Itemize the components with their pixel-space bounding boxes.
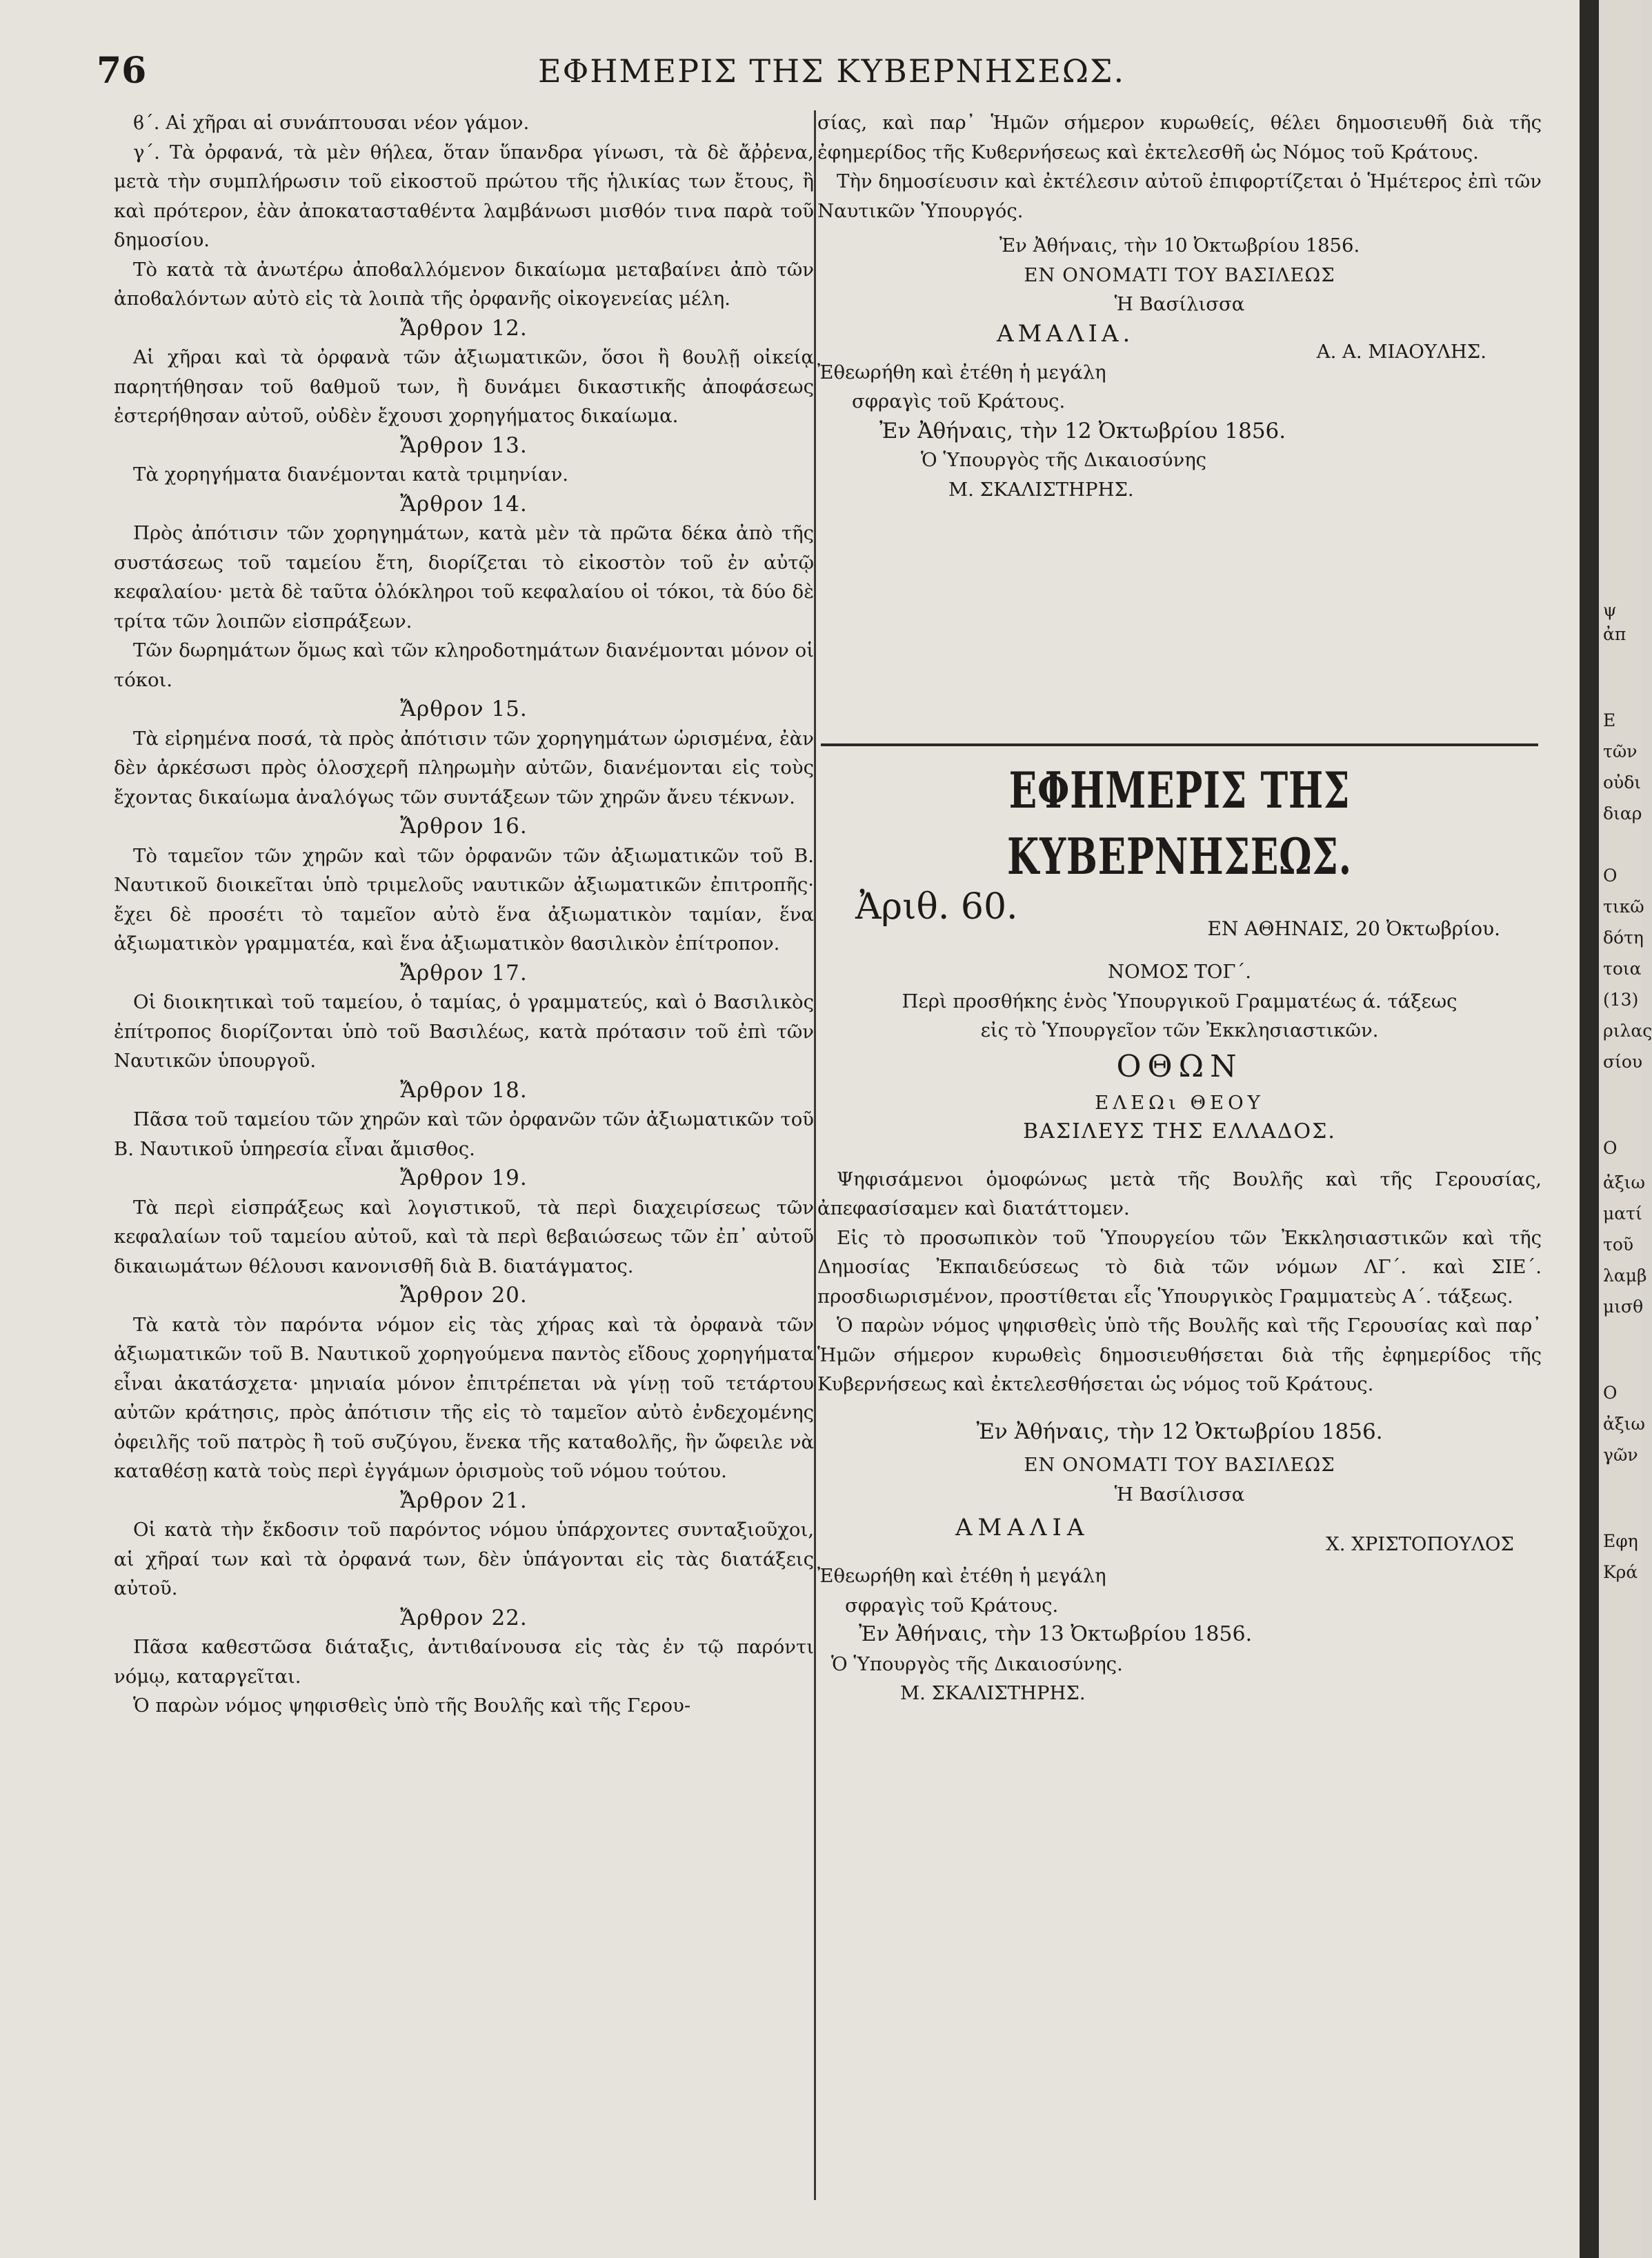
article-paragraph: Αἱ χῆραι καὶ τὰ ὀρφανὰ τῶν ἀξιωματικῶν, ὅσοι ἢ ϐουλῇ οἰκείᾳ παρητήθησαν τοῦ ϐαθμοῦ των, ἢ δυνάμει δικαστικῆς ἀποφάσεως ἐστερήθησαν αὐτοῦ, οὐδὲν ἔχουσι χορηγήματος δικαίωμα. [114,346,814,427]
next-page-fragment: διαρ [1603,803,1642,823]
article-heading: Ἄρθρον 21. [400,1488,528,1513]
next-page-fragment: Κρά [1603,1562,1638,1582]
continuation-text: σίας, καὶ παρ᾽ Ἡμῶν σήμερον κυρωθείς, θέλει δημοσιευθῆ διὰ τῆς ἐφημερίδος τῆς Κυϐερνήσεως καὶ ἐκτελεσθῆ ὡς Νόμος τοῦ Κράτους. [817,112,1542,163]
law-paragraph: Ψηφισάμενοι ὁμοφώνως μετὰ τῆς Βουλῆς καὶ τῆς Γερουσίας, ἀπεφασίσαμεν καὶ διατάττομεν. [817,1168,1542,1219]
article-heading: Ἄρθρον 17. [400,960,528,986]
article-heading: Ἄρθρον 16. [400,814,528,839]
seal-date: Ἐν Ἀθήναις, τὴν 12 Ὀκτωβρίου 1856. [879,418,1286,443]
by-grace-of-god: ΕΛΕΩι ΘΕΟΥ [1095,1091,1264,1114]
law-date: Ἐν Ἀθήναις, τὴν 10 Ὀκτωβρίου 1856. [999,234,1360,257]
article-paragraph: Τὰ εἰρημένα ποσά, τὰ πρὸς ἀπότισιν τῶν χορηγημάτων ὡρισμένα, ἐὰν δὲν ἀρκέσωσι πρὸς ὁλοσχερῆ πληρωμὴν αὐτῶν, διανέμονται εἰς τοὺς ἔχοντας δικαίωμα ἀναλόγως τῶν συντάξεων τῶν χηρῶν ἄνευ τέκνων. [114,727,814,808]
queen-title: Ἡ Βασίλισσα [1114,293,1245,315]
next-page-fragment: μισθ [1603,1297,1644,1317]
queen-name: ΑΜΑΛΙΑ. [997,319,1135,348]
seal-date-2: Ἐν Ἀθήναις, τὴν 13 Ὀκτωβρίου 1856. [859,1622,1253,1646]
article-paragraph: Οἱ κατὰ τὴν ἔκδοσιν τοῦ παρόντος νόμου ὑπάρχοντες συνταξιοῦχοι, αἱ χῆραί των καὶ τὰ ὀρφανά των, δὲν ὑπάγονται εἰς τὰς διατάξεις αὐτοῦ. [114,1519,814,1599]
next-page-fragment: τοια [1603,959,1642,979]
article-paragraph: ϐ΄. Αἱ χῆραι αἱ συνάπτουσαι νέον γάμον. [133,112,530,134]
left-column [114,108,814,1721]
next-page-fragment: Ο [1603,1383,1618,1403]
king-title: ΒΑΣΙΛΕΥΣ ΤΗΣ ΕΛΛΑΔΟΣ. [1023,1119,1336,1143]
article-heading: Ἄρθρον 14. [400,491,528,517]
page-header [90,43,1180,105]
justice-minister-name: Μ. ΣΚΑΛΙΣΤΗΡΗΣ. [948,478,1134,501]
article-paragraph: Τῶν δωρημάτων ὅμως καὶ τῶν κληροδοτημάτων διανέμονται μόνον οἱ τόκοι. [114,639,814,691]
next-page-fragment: λαμβ [1603,1266,1647,1286]
running-title: ΕΦΗΜΕΡΙΣ ΤΗΣ ΚΥΒΕΡΝΗΣΕΩΣ. [538,52,1126,90]
next-page-fragment: γῶν [1603,1445,1638,1465]
execution-text: Τὴν δημοσίευσιν καὶ ἐκτέλεσιν αὐτοῦ ἐπιφορτίζεται ὁ Ἡμέτερος ἐπὶ τῶν Ναυτικῶν Ὑπουργός. [817,170,1542,222]
issue-date: ΕΝ ΑΘΗΝΑΙΣ, 20 Ὀκτωβρίου. [1207,917,1500,940]
law-paragraph: Εἰς τὸ προσωπικὸν τοῦ Ὑπουργείου τῶν Ἐκκλησιαστικῶν καὶ τῆς Δημοσίας Ἐκπαιδεύσεως τὸ διὰ τῶν νόμων ΛΓ΄. καὶ ΣΙΕ΄. προσδιωρισμένον, προστίθεται εἷς Ὑπουργικὸς Γραμματεὺς Α΄. τάξεως. [817,1226,1542,1308]
article-heading: Ἄρθρον 18. [400,1077,528,1103]
queen-title-2: Ἡ Βασίλισσα [1114,1483,1245,1506]
article-paragraph: Οἱ διοικητικαὶ τοῦ ταμείου, ὁ ταμίας, ὁ γραμματεύς, καὶ ὁ Βασιλικὸς ἐπίτροπος διορίζονται ὑπὸ τοῦ Βασιλέως, κατὰ πρότασιν τοῦ ἐπὶ τῶν Ναυτικῶν ὑπουργοῦ. [114,991,814,1072]
next-page-fragment: (13) [1603,990,1639,1010]
page-number: 76 [97,50,147,92]
queen-name-2: ΑΜΑΛΙΑ [955,1514,1090,1541]
article-paragraph: Τὰ χορηγήματα διανέμονται κατὰ τριμηνίαν. [133,463,569,486]
article-paragraph: Ὁ παρὼν νόμος ψηφισθεὶς ὑπὸ τῆς Βουλῆς καὶ τῆς Γερου- [133,1695,691,1717]
article-heading: Ἄρθρον 22. [400,1605,528,1630]
issue-number: Ἀριθ. 60. [855,886,1018,928]
article-paragraph: Πᾶσα τοῦ ταμείου τῶν χηρῶν καὶ τῶν ὀρφανῶν τῶν ἀξιωματικῶν τοῦ Β. Ναυτικοῦ ὑπηρεσία εἶναι ἄμισθος. [114,1108,814,1160]
justice-minister-title-2: Ὁ Ὑπουργὸς τῆς Δικαιοσύνης. [831,1652,1123,1675]
article-paragraph: Τὰ κατὰ τὸν παρόντα νόμον εἰς τὰς χήρας καὶ τὰ ὀρφανὰ τῶν ἀξιωματικῶν τοῦ Β. Ναυτικοῦ χορηγούμενα παντὸς εἴδους χορηγήματα εἶναι ἀκατάσχετα· μηνιαία μόνον ἐπιτρέπεται νὰ γίνῃ τοῦ τετάρτου αὐτῶν κράτησις, πρὸς ἀπότισιν τῆς εἰς τὸ ταμεῖον αὐτὸ ἐνδεχομένης ὀφειλῆς τοῦ πατρὸς ἢ τοῦ συζύγου, ἕνεκα τῆς καταϐολῆς, ἣν ὤφειλε νὰ καταθέσῃ κατὰ τοὺς περὶ ἐγγάμων ὁρισμοὺς τοῦ νόμου τούτου. [114,1313,814,1482]
article-heading: Ἄρθρον 20. [400,1283,528,1308]
next-page-fragment: οὐδι [1603,772,1642,792]
issue-line [817,886,1542,945]
minister-name-2: Χ. ΧΡΙΣΤΟΠΟΥΛΟΣ [1326,1533,1514,1555]
article-heading: Ἄρθρον 13. [400,432,528,458]
seal-line-2-2: σφραγὶς τοῦ Κράτους. [845,1594,1059,1617]
next-page-fragment: ριλας [1603,1021,1652,1041]
article-paragraph: Πρὸς ἀπότισιν τῶν χορηγημάτων, κατὰ μὲν τὰ πρῶτα δέκα ἀπὸ τῆς συστάσεως τοῦ ταμείου ἔτη, διορίζεται τὸ εἰκοστὸν τοῦ ἐν αὐτῷ κεφαλαίου· μετὰ δὲ ταῦτα ὁλόκληροι τοῦ κεφαλαίου οἱ τόκοι, τὰ δύο δὲ τρίτα τῶν λοιπῶν εἰσπράξεων. [114,522,814,632]
justice-minister-title: Ὁ Ὑπουργὸς τῆς Δικαιοσύνης [921,449,1207,471]
column-divider [814,110,816,2200]
justice-minister-name-2: Μ. ΣΚΑΛΙΣΤΗΡΗΣ. [900,1682,1086,1704]
article-heading: Ἄρθρον 15. [400,697,528,721]
next-page-fragment: Ε [1603,710,1616,730]
law-date-2: Ἐν Ἀθήναις, τὴν 12 Ὀκτωβρίου 1856. [976,1419,1383,1444]
in-name-of-king-2: ΕΝ ΟΝΟΜΑΤΙ ΤΟΥ ΒΑΣΙΛΕΩΣ [1024,1454,1335,1476]
next-page-fragment: τῶν [1603,741,1638,761]
article-heading: Ἄρθρον 12. [400,315,528,341]
next-page-fragment: Ο [1603,1138,1618,1158]
next-page-fragment: ἀπ [1603,624,1626,644]
next-page-edge [1599,0,1652,2258]
article-paragraph: Τὸ ταμεῖον τῶν χηρῶν καὶ τῶν ὀρφανῶν τῶν ἀξιωματικῶν τοῦ Β. Ναυτικοῦ διοικεῖται ὑπὸ τριμελοῦς ναυτικῶν ἀξιωματικῶν ἐπιτροπῆς· ἔχει δὲ προσέτι τὸ ταμεῖον αὐτὸ ἕνα ἀξιωματικὸν ταμίαν, ἕνα ἀξιωματικὸν γραμματέα, καὶ ἕνα ἀξιωματικὸν ϐασιλικὸν ἐπίτροπον. [114,844,814,955]
article-paragraph: Τὰ περὶ εἰσπράξεως καὶ λογιστικοῦ, τὰ περὶ διαχειρίσεως τῶν κεφαλαίων τοῦ ταμείου αὐτοῦ, καὶ τὰ περὶ ϐεβαιώσεως τῶν ἐπ᾽ αὐτοῦ δικαιωμάτων θέλουσι κανονισθῆ διὰ Β. διατάγματος. [114,1196,814,1277]
next-page-fragment: Ο [1603,866,1618,886]
issue-section [817,757,1542,1708]
law-paragraph: Ὁ παρὼν νόμος ψηφισθεὶς ὑπὸ τῆς Βουλῆς καὶ τῆς Γερουσίας καὶ παρ᾽ Ἡμῶν σήμερον κυρωθεὶς δημοσιευθήσεται διὰ τῆς ἐφημερίδος τῆς Κυβερνήσεως καὶ ἐκτελεσθήσεται ὡς νόμος τοῦ Κράτους. [817,1315,1542,1395]
right-column [817,108,1542,504]
next-page-fragment: τοῦ [1603,1235,1634,1255]
next-page-fragment: ματί [1603,1203,1642,1223]
in-name-of-king: ΕΝ ΟΝΟΜΑΤΙ ΤΟΥ ΒΑΣΙΛΕΩΣ [1024,263,1335,286]
law-subject-line-1: Περὶ προσθήκης ἑνὸς Ὑπουργικοῦ Γραμματέως ά. τάξεως [902,990,1457,1012]
article-paragraph: γ΄. Τὰ ὀρφανά, τὰ μὲν θήλεα, ὅταν ὕπανδρα γίνωσι, τὰ δὲ ἄῤῥενα, μετὰ τὴν συμπλήρωσιν τοῦ εἰκοστοῦ πρώτου τῆς ἡλικίας των ἔτους, ἢ καὶ πρότερον, ἐὰν ἀποκατασταθέντα λαμβάνωσι μισθόν τινα παρὰ τοῦ δημοσίου. [114,141,814,251]
article-paragraph: Τὸ κατὰ τὰ ἀνωτέρω ἀποϐαλλόμενον δικαίωμα μεταβαίνει ἀπὸ τῶν ἀποϐαλόντων αὐτὸ εἰς τὰ λοιπὰ τῆς ὀρφανῆς οἰκογενείας μέλη. [114,258,814,310]
next-page-fragment: ἀξιω [1603,1172,1645,1192]
law-body [817,1165,1542,1399]
next-page-fragment: ψ [1603,600,1617,620]
next-page-fragment: τικῶ [1603,897,1644,917]
law-subject-line-2: εἰς τὸ Ὑπουργεῖον τῶν Ἐκκλησιαστικῶν. [980,1019,1379,1041]
article-heading: Ἄρθρον 19. [400,1166,528,1190]
law-number: ΝΟΜΟΣ ΤΟΓ΄. [1108,961,1251,983]
section-rule [821,743,1538,746]
signature-row-2 [817,1509,1542,1555]
king-name: ΟΘΩΝ [1116,1048,1243,1084]
seal-line-1: Ἐθεωρήθη καὶ ἐτέθη ἡ μεγάλη [817,361,1106,383]
page-gutter [1580,0,1599,2258]
signature-row [817,319,1542,363]
seal-line-1-2: Ἐθεωρήθη καὶ ἐτέθη ἡ μεγάλη [817,1565,1106,1587]
article-paragraph: Πᾶσα καθεστῶσα διάταξις, ἀντιϐαίνουσα εἰς τὰς ἐν τῷ παρόντι νόμῳ, καταργεῖται. [114,1636,814,1688]
next-page-fragment: ἀξιω [1603,1414,1645,1434]
next-page-fragment: δότη [1603,928,1644,948]
masthead-title: ΕΦΗΜΕΡΙΣ ΤΗΣ ΚΥΒΕΡΝΗΣΕΩΣ. [1007,761,1352,886]
seal-line-2: σφραγὶς τοῦ Κράτους. [852,390,1066,412]
next-page-fragment: Εφη [1603,1531,1638,1551]
next-page-fragment: σίου [1603,1052,1643,1072]
minister-name: Α. Α. ΜΙΑΟΥΛΗΣ. [1316,340,1486,363]
